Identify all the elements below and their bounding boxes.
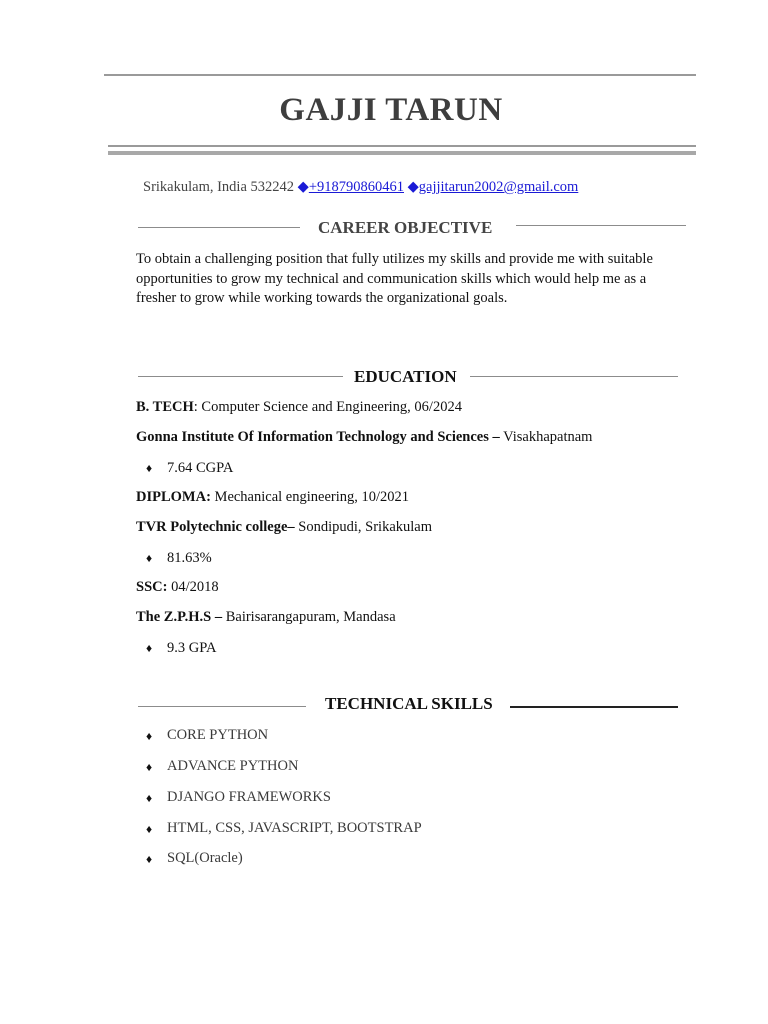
diamond-bullet-icon: ♦ (146, 760, 153, 774)
diamond-bullet-icon: ♦ (146, 641, 153, 655)
education-score: 81.63% (167, 550, 212, 566)
skill-item: DJANGO FRAMEWORKS (167, 789, 331, 805)
institution-name: Gonna Institute Of Information Technology and Sciences – (136, 429, 500, 445)
degree-label: SSC: (136, 579, 168, 595)
skill-item: HTML, CSS, JAVASCRIPT, BOOTSTRAP (167, 820, 422, 836)
education-rule-right (470, 376, 678, 377)
skills-heading: TECHNICAL SKILLS (325, 694, 493, 713)
objective-rule-left (138, 227, 300, 228)
institution-name: The Z.P.H.S – (136, 609, 223, 625)
diamond-icon: ◆ (407, 179, 419, 195)
degree-label: DIPLOMA: (136, 489, 211, 505)
diamond-bullet-icon: ♦ (146, 791, 153, 805)
institution-name: TVR Polytechnic college– (136, 519, 295, 535)
objective-heading: CAREER OBJECTIVE (318, 218, 493, 237)
degree-label: B. TECH (136, 399, 194, 415)
education-score: 9.3 GPA (167, 640, 217, 656)
skill-item: ADVANCE PYTHON (167, 758, 299, 774)
education-rule-left (138, 376, 343, 377)
degree-field: : Computer Science and Engineering, 06/2024 (193, 399, 462, 415)
objective-paragraph (136, 250, 681, 309)
education-score: 7.64 CGPA (167, 460, 234, 476)
degree-field: 04/2018 (167, 579, 219, 595)
skill-item: CORE PYTHON (167, 727, 269, 743)
diamond-bullet-icon: ♦ (146, 822, 153, 836)
institution-place: Sondipudi, Srikakulam (294, 519, 433, 535)
skills-rule-right (510, 706, 678, 708)
skill-item: SQL(Oracle) (167, 850, 243, 866)
institution-place: Bairisarangapuram, Mandasa (222, 609, 396, 625)
education-degree-line (136, 399, 462, 416)
candidate-name: GAJJI TARUN (279, 92, 503, 128)
objective-line: To obtain a challenging position that fully utilizes my skills and provide me with suitable (136, 251, 653, 267)
diamond-bullet-icon: ♦ (146, 852, 153, 866)
diamond-bullet-icon: ♦ (146, 551, 153, 565)
header-top-rule (104, 74, 696, 76)
header-rule-thin (108, 145, 696, 147)
education-degree-line (136, 579, 219, 596)
objective-rule-right (516, 225, 686, 226)
email-link[interactable]: gajjitarun2002@gmail.com (418, 179, 579, 195)
header-rule-thick (108, 151, 696, 155)
education-institution-line (136, 519, 432, 536)
education-degree-line (136, 489, 409, 506)
location-text: Srikakulam, India 532242 (143, 179, 295, 195)
diamond-icon: ◆ (297, 179, 309, 195)
objective-line: opportunities to grow my technical and communication skills which would help me as a (136, 270, 647, 287)
contact-line (143, 179, 578, 196)
education-heading: EDUCATION (354, 367, 457, 386)
skills-rule-left (138, 706, 306, 707)
diamond-bullet-icon: ♦ (146, 461, 153, 475)
degree-field: Mechanical engineering, 10/2021 (210, 489, 410, 505)
diamond-bullet-icon: ♦ (146, 729, 153, 743)
phone-link[interactable]: +918790860461 (308, 179, 404, 195)
education-institution-line (136, 429, 592, 446)
objective-line: fresher to grow while working towards the organizational goals. (136, 290, 508, 307)
institution-place: Visakhapatnam (499, 429, 593, 445)
education-institution-line (136, 609, 396, 626)
